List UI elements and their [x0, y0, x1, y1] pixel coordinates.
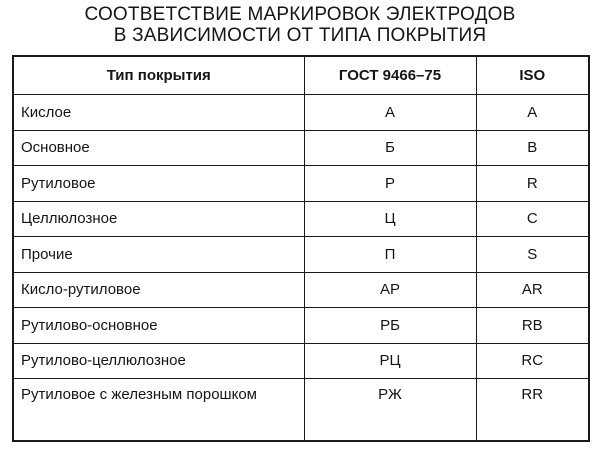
table-row	[13, 166, 589, 202]
iso-cell: RC	[476, 343, 589, 379]
coating-cell: Рутилово-основное	[13, 308, 304, 344]
gost-cell: РЦ	[304, 343, 476, 379]
table-row	[13, 308, 589, 344]
iso-cell: A	[476, 95, 589, 131]
coating-cell: Рутиловое	[13, 166, 304, 202]
table-row	[13, 343, 589, 379]
gost-cell: Б	[304, 130, 476, 166]
iso-cell: B	[476, 130, 589, 166]
iso-cell: AR	[476, 272, 589, 308]
gost-cell: А	[304, 95, 476, 131]
header-coating-type: Тип покрытия	[13, 56, 304, 95]
coating-cell: Прочие	[13, 237, 304, 273]
gost-cell: РЖ	[304, 379, 476, 442]
coating-cell: Целлюлозное	[13, 201, 304, 237]
table-row	[13, 130, 589, 166]
coating-cell: Рутилово-целлюлозное	[13, 343, 304, 379]
gost-cell: АР	[304, 272, 476, 308]
header-iso: ISO	[476, 56, 589, 95]
coating-cell: Кислое	[13, 95, 304, 131]
gost-cell: Ц	[304, 201, 476, 237]
table-row	[13, 237, 589, 273]
electrode-marking-table	[12, 55, 590, 442]
coating-cell: Кисло-рутиловое	[13, 272, 304, 308]
iso-cell: RB	[476, 308, 589, 344]
iso-cell: S	[476, 237, 589, 273]
coating-cell: Основное	[13, 130, 304, 166]
iso-cell: C	[476, 201, 589, 237]
table-header-row	[13, 56, 589, 95]
table-row	[13, 201, 589, 237]
table-row	[13, 379, 589, 442]
gost-cell: Р	[304, 166, 476, 202]
document-title	[0, 4, 600, 46]
gost-cell: П	[304, 237, 476, 273]
iso-cell: R	[476, 166, 589, 202]
table-row	[13, 272, 589, 308]
gost-cell: РБ	[304, 308, 476, 344]
header-gost: ГОСТ 9466–75	[304, 56, 476, 95]
table-row	[13, 95, 589, 131]
title-line-2: В ЗАВИСИМОСТИ ОТ ТИПА ПОКРЫТИЯ	[113, 25, 487, 46]
title-line-1: СООТВЕТСТВИЕ МАРКИРОВОК ЭЛЕКТРОДОВ	[84, 4, 516, 25]
coating-cell: Рутиловое с железным порошком	[13, 379, 304, 442]
iso-cell: RR	[476, 379, 589, 442]
